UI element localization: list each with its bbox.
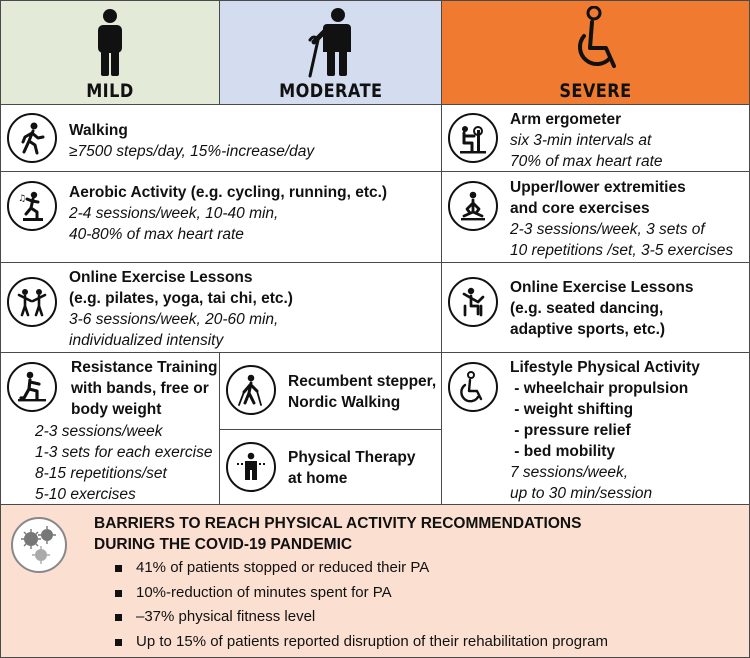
severe-lifestyle-desc-2: up to 30 min/session: [510, 485, 653, 502]
seated-meditation-icon: [448, 181, 498, 231]
mild-online-title-2: (e.g. pilates, yoga, tai chi, etc.): [69, 290, 293, 307]
physical-therapy-icon: [226, 442, 276, 492]
barriers-list-item: 10%-reduction of minutes spent for PA: [113, 581, 608, 606]
moderate-stepper-title-1: Recumbent stepper,: [288, 373, 437, 390]
moderate-therapy-title-2: at home: [288, 470, 348, 487]
elderly-cane-person-icon: [296, 6, 366, 78]
severe-extremities-cell: [441, 171, 750, 263]
header-mild-label: MILD: [86, 80, 134, 102]
barriers-title: [94, 513, 581, 555]
severe-lifestyle-item-4: - bed mobility: [510, 443, 616, 460]
header-moderate: [219, 0, 442, 105]
severe-extremities-title-2: and core exercises: [510, 200, 650, 217]
severe-extremities-desc-1: 2-3 sessions/week, 3 sets of: [510, 221, 705, 238]
squat-exercise-icon: [7, 362, 57, 412]
nordic-walking-icon: [226, 365, 276, 415]
barriers-list-item: Up to 15% of patients reported disruption of their rehabilitation program: [113, 630, 608, 655]
severe-extremities-title-1: Upper/lower extremities: [510, 179, 686, 196]
mild-walking-desc: ≥7500 steps/day, 15%-increase/day: [69, 143, 315, 160]
severe-lifestyle-item-1: - wheelchair propulsion: [510, 380, 689, 397]
step-aerobics-icon: [7, 181, 57, 231]
header-moderate-label: MODERATE: [278, 80, 383, 102]
barriers-panel: [0, 504, 750, 658]
header-mild: [0, 0, 220, 105]
walking-person-icon: [7, 113, 57, 163]
mild-resistance-title-2: with bands, free or: [71, 380, 209, 397]
arm-ergometer-icon: [448, 113, 498, 163]
mild-online-cell: [0, 262, 442, 353]
header-severe-label: SEVERE: [559, 80, 632, 102]
mild-resistance-desc-1: 2-3 sessions/week: [35, 423, 163, 440]
mild-resistance-title-3: body weight: [71, 401, 162, 418]
mild-resistance-title-1: Resistance Training: [71, 359, 218, 376]
mild-walking-title: Walking: [69, 122, 128, 139]
moderate-stepper-cell: [219, 352, 442, 430]
wheelchair-icon: [566, 6, 626, 78]
severe-arm-title: Arm ergometer: [510, 111, 622, 128]
coronavirus-icon: [11, 517, 67, 573]
severe-lifestyle-item-2: - weight shifting: [510, 401, 634, 418]
mild-aerobic-title: Aerobic Activity (e.g. cycling, running, etc.): [69, 184, 388, 201]
moderate-therapy-cell: [219, 429, 442, 505]
mild-resistance-desc-3: 8-15 repetitions/set: [35, 465, 167, 482]
dancing-people-icon: [7, 277, 57, 327]
svg-text:♫: ♫: [18, 194, 27, 204]
barriers-list: [113, 556, 608, 654]
barriers-list-item: 41% of patients stopped or reduced their PA: [113, 556, 608, 581]
mild-resistance-desc-4: 5-10 exercises: [35, 486, 136, 503]
mild-resistance-desc-2: 1-3 sets for each exercise: [35, 444, 213, 461]
mild-online-desc-2: individualized intensity: [69, 332, 224, 349]
mild-online-title-1: Online Exercise Lessons: [69, 269, 253, 286]
barriers-title-2: DURING THE COVID-19 PANDEMIC: [94, 536, 353, 553]
mild-online-desc-1: 3-6 sessions/week, 20-60 min,: [69, 311, 279, 328]
severe-lifestyle-title: Lifestyle Physical Activity: [510, 359, 700, 376]
mild-resistance-cell: [0, 352, 220, 505]
severe-online-title-1: Online Exercise Lessons: [510, 279, 694, 296]
severe-arm-desc-2: 70% of max heart rate: [510, 153, 663, 170]
severe-arm-desc-1: six 3-min intervals at: [510, 132, 652, 149]
severe-online-title-2: (e.g. seated dancing,: [510, 300, 664, 317]
header-severe: [441, 0, 750, 105]
mild-aerobic-desc-2: 40-80% of max heart rate: [69, 226, 244, 243]
moderate-stepper-title-2: Nordic Walking: [288, 394, 401, 411]
mild-aerobic-cell: [0, 171, 442, 263]
mild-walking-cell: [0, 104, 442, 172]
severe-online-cell: [441, 262, 750, 353]
barriers-title-1: BARRIERS TO REACH PHYSICAL ACTIVITY RECOMMENDATIONS: [94, 515, 582, 532]
severe-online-title-3: adaptive sports, etc.): [510, 321, 666, 338]
mild-aerobic-desc-1: 2-4 sessions/week, 10-40 min,: [69, 205, 279, 222]
severe-arm-cell: [441, 104, 750, 172]
severe-extremities-desc-2: 10 repetitions /set, 3-5 exercises: [510, 242, 734, 259]
barriers-list-item: –37% physical fitness level: [113, 605, 608, 630]
severe-lifestyle-desc-1: 7 sessions/week,: [510, 464, 629, 481]
standing-person-icon: [90, 8, 130, 78]
severe-lifestyle-cell: [441, 352, 750, 505]
seated-dancing-icon: [448, 277, 498, 327]
severe-lifestyle-item-3: - pressure relief: [510, 422, 631, 439]
moderate-therapy-title-1: Physical Therapy: [288, 449, 416, 466]
wheelchair-user-icon: [448, 362, 498, 412]
